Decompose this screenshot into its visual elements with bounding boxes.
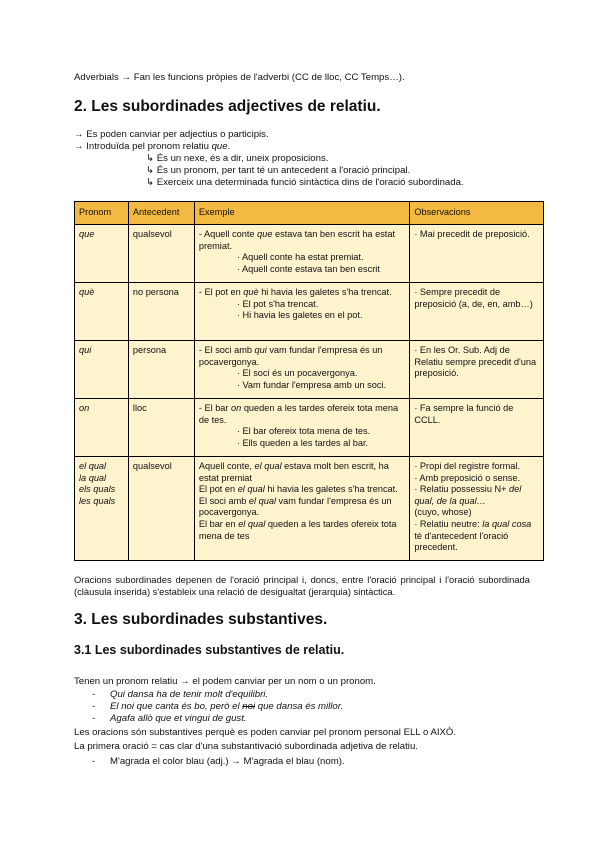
section-2-line-2 (74, 141, 230, 153)
example-sub-2: · Hi havia les galetes en el pot. (236, 310, 363, 321)
section-3-1-title: 3.1 Les subordinades substantives de relatiu. (74, 643, 345, 657)
bullet-dash: - (92, 701, 96, 712)
table-row (75, 457, 544, 561)
section-3-title: 3. Les subordinades substantives. (74, 611, 328, 628)
obs-line-1: · Propi del registre formal. (414, 461, 521, 471)
example-sub-1: · El soci és un pocavergonya. (236, 368, 358, 379)
header-antecedent: Antecedent (128, 202, 194, 225)
cell-antecedent: qualsevol (128, 457, 194, 561)
cell-exemple (194, 225, 409, 283)
obs-line-5 (414, 519, 539, 554)
example-text-end: hi havia les galetes s'ha trencat. (264, 484, 398, 495)
section-3-line-3: La primera oració = cas clar d'una substantivació subordinada adjetiva de relatiu. (74, 741, 418, 752)
example-sub-1: · El pot s'ha trencat. (236, 298, 319, 309)
example-text: - El pot en (198, 287, 244, 297)
example-line-3 (199, 496, 405, 519)
obs-text: · Relatiu neutre: (414, 518, 483, 529)
example-main (199, 287, 392, 297)
cell-pronom: on (75, 399, 129, 457)
example-text-end: queden a les tardes ofereix tota mena de tes (198, 518, 397, 541)
obs-line-2: · Amb preposició o sense. (414, 472, 521, 483)
example-pronoun: el qual (237, 484, 265, 495)
line-2-text: → Introduïda pel pronom relatiu (74, 141, 212, 152)
example-sub-1: · Aquell conte ha estat premiat. (236, 252, 364, 263)
header-pronom: Pronom (75, 202, 129, 225)
pronom-els-quals: els quals (79, 484, 116, 495)
table-row (75, 341, 544, 399)
example-pronoun: què (243, 287, 259, 297)
bullet-item-3: Agafa allò que et vingui de gust. (110, 713, 247, 724)
intro-line: Adverbials → Fan les funcions pròpies de l'adverbi (CC de lloc, CC Temps…). (74, 72, 405, 83)
obs-italic: la qual cosa (482, 518, 532, 529)
example-text: - Aquell conte (198, 229, 258, 239)
example-text: - El bar (198, 403, 232, 413)
table-row (75, 225, 544, 283)
cell-exemple (194, 457, 409, 561)
example-line-1 (199, 461, 405, 484)
example-sub-1: · El bar ofereix tota mena de tes. (236, 426, 371, 437)
obs-italic: del qual, de la qual… (414, 484, 522, 506)
cell-pronom: què (75, 283, 129, 341)
example-main (199, 345, 383, 367)
bullet-item-4: M'agrada el color blau (adj.) → M'agrada el blau (nom). (110, 756, 345, 767)
example-text: El soci amb (198, 495, 249, 506)
example-main (199, 229, 395, 251)
pronom-el-qual: el qual (79, 461, 107, 471)
example-line-2 (199, 484, 405, 496)
example-pronoun: qui (254, 345, 267, 355)
section-2-sub-2: ↳ És un pronom, per tant té un antecedent a l'oració principal. (146, 165, 411, 176)
section-2-sub-3: ↳ Exerceix una determinada funció sintàctica dins de l'oració subordinada. (146, 177, 464, 188)
example-text-end: estava molt ben escrit, ha estat premiat (198, 461, 389, 483)
example-text-end: estava tan ben escrit ha estat premiat. (198, 229, 396, 251)
example-pronoun: que (257, 229, 273, 239)
obs-text-end: té d'antecedent l'oració precedent. (414, 530, 509, 553)
bullet-item-1: Qui dansa ha de tenir molt d'equilibri. (110, 689, 269, 700)
obs-text: · Relatiu possessiu N+ (414, 484, 507, 495)
paragraph-subordinate: Oracions subordinades depenen de l'oració principal i, doncs, entre l'oració principal i l'oració subordinada (clàusula inserida) s'estableix una relació de desigualtat (jerarquia) sintàctica. (74, 574, 530, 598)
cell-antecedent: no persona (128, 283, 194, 341)
example-text-end: vam fundar l'empresa és un pocavergonya. (198, 345, 383, 367)
cell-observacions: · En les Or. Sub. Adj de Relatiu sempre precedit d'una preposició. (410, 341, 544, 399)
bullet-dash: - (92, 713, 96, 724)
bullet-strike: noi (242, 701, 256, 712)
example-text: El pot en (198, 484, 238, 495)
cell-observacions: · Mai precedit de preposició. (410, 225, 544, 283)
example-sub-2: · Aquell conte estava tan ben escrit (236, 263, 380, 274)
obs-line-3 (414, 484, 539, 507)
example-sub-2: · Vam fundar l'empresa amb un soci. (236, 379, 387, 390)
cell-antecedent: lloc (128, 399, 194, 457)
example-pronoun: el qual (238, 518, 266, 529)
example-text: El bar en (198, 518, 239, 529)
cell-antecedent: persona (128, 341, 194, 399)
example-text-end: vam fundar l'empresa és un pocavergonya. (198, 495, 392, 518)
bullet-text: El noi que canta és bo, però el (110, 701, 243, 712)
example-text: - El soci amb (198, 345, 255, 355)
pronom-les-quals: les quals (79, 495, 116, 506)
line-2-italic: que (211, 141, 228, 152)
example-text-end: hi havia les galetes s'ha trencat. (258, 287, 392, 297)
example-sub-2: · Ells queden a les tardes al bar. (236, 437, 369, 448)
example-pronoun: on (231, 403, 242, 413)
example-pronoun: el qual (248, 495, 276, 506)
section-3-line-2: Les oracions són substantives perquè es poden canviar pel pronom personal ELL o AIXÒ. (74, 727, 457, 738)
cell-exemple (194, 399, 409, 457)
cell-observacions: · Fa sempre la funció de CCLL. (410, 399, 544, 457)
table-row (75, 399, 544, 457)
bullet-text-end: que dansa és millor. (255, 701, 344, 712)
cell-exemple (194, 341, 409, 399)
section-2-line-1: → Es poden canviar per adjectius o participis. (74, 129, 269, 140)
section-2-sub-1: ↳ És un nexe, és a dir, uneix proposicions. (146, 153, 329, 164)
cell-pronom: que (75, 225, 129, 283)
example-line-4 (199, 519, 405, 542)
header-exemple: Exemple (194, 202, 409, 225)
line-2-end: . (227, 141, 231, 152)
example-text: Aquell conte, (198, 461, 255, 471)
cell-pronom: qui (75, 341, 129, 399)
header-observacions: Observacions (410, 202, 544, 225)
pronom-la-qual: la qual (79, 472, 107, 483)
section-2-title: 2. Les subordinades adjectives de relatiu. (74, 98, 381, 115)
example-main (199, 403, 398, 425)
cell-observacions (410, 457, 544, 561)
bullet-item-2 (110, 701, 343, 713)
example-text-end: queden a les tardes ofereix tota mena de tes. (198, 403, 399, 425)
obs-line-4: (cuyo, whose) (414, 507, 472, 518)
bullet-dash: - (92, 756, 96, 767)
cell-exemple (194, 283, 409, 341)
table-row (75, 283, 544, 341)
section-3-line-1: Tenen un pronom relatiu → el podem canviar per un nom o un pronom. (74, 676, 376, 687)
table-header-row (75, 202, 544, 225)
bullet-dash: - (92, 689, 96, 700)
example-pronoun: el qual (254, 461, 282, 471)
cell-pronom (75, 457, 129, 561)
relative-pronouns-table (74, 201, 544, 561)
cell-antecedent: qualsevol (128, 225, 194, 283)
cell-observacions: · Sempre precedit de preposició (a, de, en, amb…) (410, 283, 544, 341)
